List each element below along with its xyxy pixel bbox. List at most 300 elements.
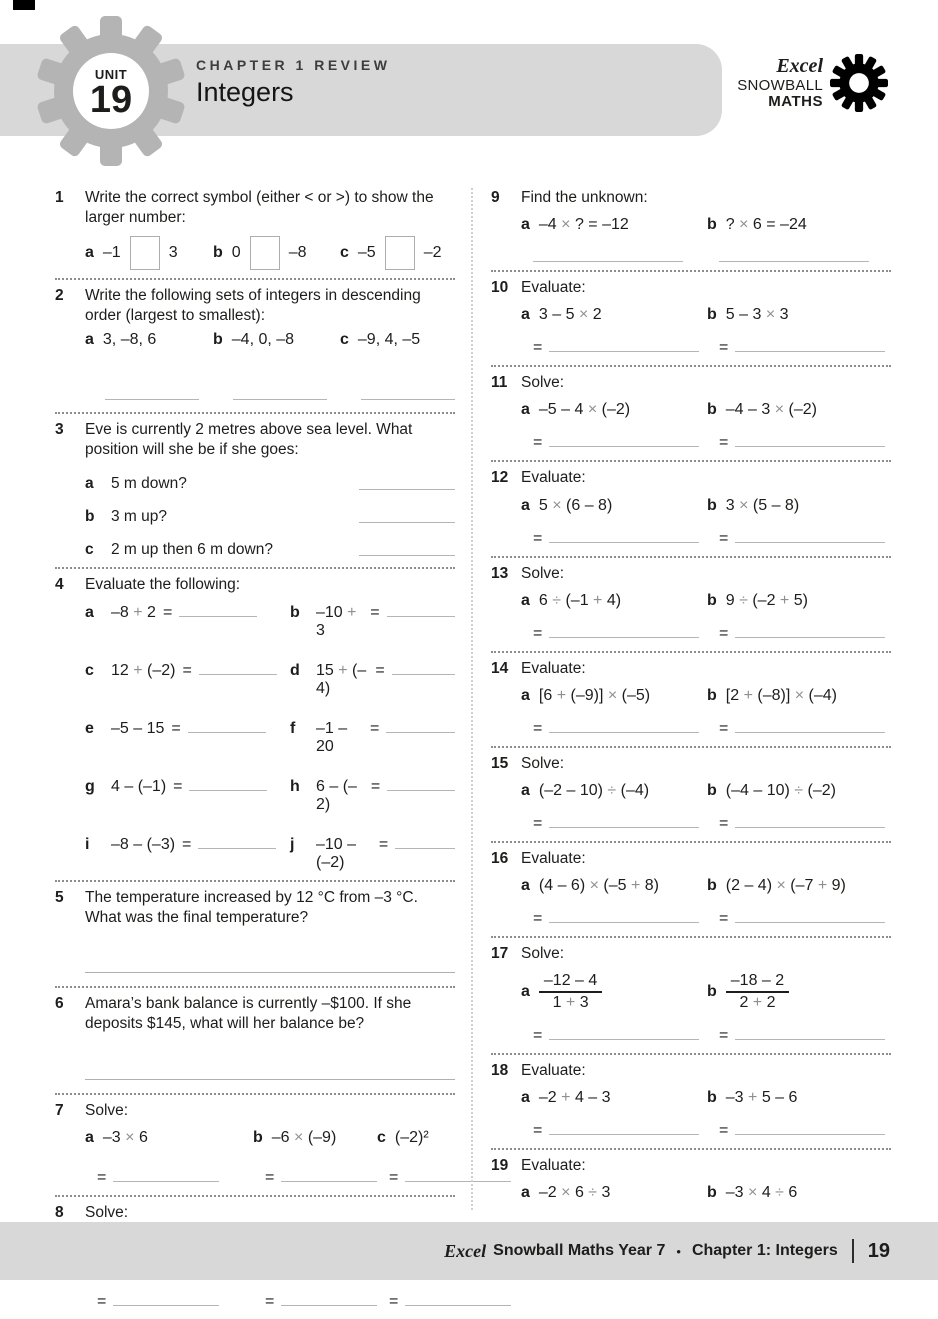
answers-row [521, 249, 891, 262]
expression: [6 + (–9)] × (–5) [538, 686, 651, 704]
expression: 15 + (–4) [316, 661, 367, 697]
answer-line[interactable] [199, 662, 277, 675]
answer-line[interactable] [549, 815, 699, 828]
chapter-kicker: CHAPTER 1 REVIEW [196, 57, 391, 73]
part-label: b [290, 603, 300, 621]
expression: –4 – 3 × (–2) [725, 401, 817, 419]
question-body [521, 401, 891, 452]
part-text: 3 m up? [111, 507, 168, 525]
unit-badge-text [36, 16, 186, 166]
question-prompt: Solve: [521, 564, 565, 582]
part-b [707, 687, 891, 705]
expression: (4 – 6) × (–5 + 8) [538, 877, 659, 895]
part-label: b [707, 496, 717, 514]
equals-sign: = [533, 434, 543, 452]
question-prompt: Eve is currently 2 metres above sea level. What position will she be if she goes: [85, 420, 413, 458]
question-body [521, 877, 891, 928]
answer-line[interactable] [735, 530, 885, 543]
question-14 [491, 653, 891, 748]
question-18 [491, 1055, 891, 1150]
question-prompt: Evaluate: [521, 1062, 586, 1080]
part-c [340, 236, 455, 270]
equals-sign: = [719, 434, 729, 452]
answer-line[interactable] [735, 339, 885, 352]
question-11 [491, 367, 891, 462]
expression: 3, –8, 6 [102, 330, 157, 348]
answer-b [719, 1027, 891, 1045]
question-13 [491, 558, 891, 653]
answer-line[interactable] [549, 1122, 699, 1135]
answer-line[interactable] [549, 434, 699, 447]
unit-label: UNIT [94, 67, 128, 83]
question-prompt: Solve: [85, 1203, 129, 1221]
answer-a [97, 1293, 253, 1311]
part-a [85, 475, 455, 493]
question-number: 16 [491, 849, 509, 867]
question-head [55, 188, 455, 228]
expression: –2 + 4 – 3 [538, 1089, 611, 1107]
footer-band [0, 1222, 938, 1280]
expression: –8 + 2 [111, 603, 156, 621]
question-head [491, 278, 891, 298]
equals-sign: = [719, 529, 729, 547]
equals-sign: = [533, 1027, 543, 1045]
question-body [85, 331, 455, 400]
equals-sign: = [370, 719, 380, 737]
question-head [491, 944, 891, 964]
part-label: a [521, 983, 530, 1001]
part-label: b [707, 781, 717, 799]
equals-sign: = [719, 339, 729, 357]
question-body [521, 497, 891, 548]
part-a [521, 972, 707, 1012]
question-4 [55, 569, 455, 882]
answers-row [521, 910, 891, 928]
question-3 [55, 414, 455, 569]
part-c [85, 541, 455, 559]
question-prompt: Solve: [521, 374, 565, 392]
answer-line[interactable] [735, 910, 885, 923]
part-a [85, 1129, 253, 1147]
equals-sign: = [265, 1292, 275, 1310]
part-label: h [290, 777, 300, 795]
part-label: a [521, 306, 530, 324]
question-number: 1 [55, 189, 64, 206]
equals-sign: = [389, 1292, 399, 1310]
value-right: –8 [288, 244, 307, 262]
part-a [521, 306, 707, 324]
question-number: 10 [491, 279, 509, 297]
equals-sign: = [719, 1027, 729, 1045]
part-label: a [521, 877, 530, 895]
equals-sign: = [182, 835, 192, 853]
question-head [491, 564, 891, 584]
question-prompt: Solve: [521, 945, 565, 963]
answer-line[interactable] [549, 625, 699, 638]
part-b [707, 1089, 891, 1107]
question-number: 6 [55, 995, 64, 1013]
question-head [55, 994, 455, 1034]
crop-mark [13, 0, 35, 10]
question-number: 15 [491, 754, 509, 772]
answer-line[interactable] [189, 778, 267, 791]
part-a [521, 216, 707, 234]
question-head [55, 420, 455, 460]
parts-row [521, 1184, 891, 1202]
answer-line[interactable] [105, 387, 199, 400]
equals-sign: = [370, 603, 380, 621]
parts-row [521, 877, 891, 895]
answers-row [521, 720, 891, 738]
part-label: a [521, 1089, 530, 1107]
question-5 [55, 882, 455, 988]
answer-line[interactable] [735, 434, 885, 447]
answer-line[interactable] [719, 249, 869, 262]
question-body [521, 216, 891, 262]
expression: –3 × 4 ÷ 6 [725, 1184, 798, 1202]
part-a [521, 592, 707, 610]
question-body [521, 972, 891, 1045]
answer-line[interactable] [85, 1079, 455, 1080]
part-label: c [340, 244, 349, 262]
expression: (–4 – 10) ÷ (–2) [725, 781, 836, 799]
question-number: 9 [491, 189, 500, 206]
parts-row [521, 306, 891, 324]
equals-sign: = [533, 339, 543, 357]
answer-line[interactable] [198, 836, 276, 849]
question-number: 7 [55, 1101, 64, 1119]
answer-a [97, 1169, 253, 1187]
question-body [85, 604, 455, 872]
question-prompt: Evaluate: [521, 279, 586, 297]
equals-sign: = [97, 1292, 107, 1310]
answer-b [719, 530, 891, 548]
part-b [707, 1184, 891, 1202]
answer-line[interactable] [361, 387, 455, 400]
brand-logo-text [737, 56, 823, 110]
expression: 3 – 5 × 2 [538, 306, 602, 324]
parts-row [85, 236, 455, 270]
part-label: c [340, 330, 349, 348]
part-c [377, 1129, 455, 1147]
question-body [85, 475, 455, 559]
answer-line[interactable] [735, 720, 885, 733]
question-number: 5 [55, 888, 64, 906]
part-c [340, 331, 455, 349]
answer-line[interactable] [549, 1027, 699, 1040]
part-b [707, 782, 891, 800]
answers-row [521, 339, 891, 357]
expression: 6 – (–2) [316, 777, 357, 813]
question-number: 11 [491, 374, 508, 392]
answer-a [533, 434, 707, 452]
answer-line[interactable] [735, 815, 885, 828]
answer-line[interactable] [233, 387, 327, 400]
answer-box[interactable] [130, 236, 160, 270]
question-number: 3 [55, 420, 64, 438]
answer-line[interactable] [735, 1027, 885, 1040]
question-prompt: Write the correct symbol (either < or >) to show the larger number: [85, 189, 434, 227]
answer-line[interactable] [392, 662, 455, 675]
question-body [521, 306, 891, 357]
answers-row [521, 1122, 891, 1140]
value-left: 0 [231, 244, 241, 262]
answer-b [265, 1293, 377, 1311]
question-body [85, 972, 455, 973]
part-b [707, 306, 891, 324]
question-number: 19 [491, 1157, 509, 1175]
answer-a [533, 720, 707, 738]
question-body [85, 1129, 455, 1187]
part-a [521, 497, 707, 515]
value-right: 3 [168, 244, 178, 262]
question-prompt: The temperature increased by 12 °C from –3 °C. What was the final temperature? [85, 888, 418, 927]
answer-box[interactable] [250, 236, 280, 270]
question-prompt: Evaluate: [521, 849, 586, 867]
answer-line[interactable] [387, 604, 455, 617]
answer-b [719, 625, 891, 643]
answer-line[interactable] [113, 1169, 219, 1182]
part-label: a [85, 1128, 94, 1146]
expression: –5 – 4 × (–2) [538, 401, 631, 419]
question-number: 4 [55, 575, 64, 593]
answer-b [719, 339, 891, 357]
answer-line[interactable] [85, 972, 455, 973]
part-b [707, 216, 891, 234]
part-text: 5 m down? [111, 474, 187, 492]
expression: –3 × 6 [102, 1128, 148, 1146]
expression: –3 + 5 – 6 [725, 1089, 798, 1107]
answer-line[interactable] [395, 836, 455, 849]
parts-row [521, 401, 891, 419]
part-b [707, 592, 891, 610]
part-a [85, 331, 213, 349]
question-prompt: Solve: [521, 754, 565, 772]
question-head [491, 849, 891, 869]
question-head [491, 1156, 891, 1176]
answer-a [533, 815, 707, 833]
fraction: $\frac{-12 - 4}{1 + 3}$ [539, 972, 602, 1012]
answer-line[interactable] [735, 625, 885, 638]
part-label: a [521, 591, 530, 609]
part-label: b [707, 591, 717, 609]
expression: –1 – 20 [316, 719, 348, 755]
expression: –6 × (–9) [271, 1128, 337, 1146]
equals-sign: = [533, 529, 543, 547]
part-b [253, 1129, 377, 1147]
unit-number: 19 [89, 79, 133, 122]
answer-b [719, 434, 891, 452]
equals-sign: = [533, 1122, 543, 1140]
question-body [521, 687, 891, 738]
equals-sign: = [370, 777, 381, 795]
equals-sign: = [162, 603, 173, 621]
answer-line[interactable] [386, 720, 455, 733]
question-prompt: Find the unknown: [521, 189, 648, 206]
expression: ? × 6 = –24 [725, 216, 807, 234]
expression: –4, 0, –8 [231, 330, 295, 348]
part-label: d [290, 661, 300, 679]
equals-sign: = [378, 835, 389, 853]
equals-sign: = [389, 1168, 399, 1186]
question-9 [491, 182, 891, 272]
answer-line[interactable] [359, 510, 455, 523]
answer-line[interactable] [387, 778, 455, 791]
equals-sign: = [182, 661, 192, 679]
equals-sign: = [533, 910, 543, 928]
part-label: a [85, 474, 94, 492]
part-b [707, 877, 891, 895]
question-head [491, 468, 891, 488]
answer-b [719, 720, 891, 738]
answer-line[interactable] [533, 249, 683, 262]
question-head [55, 1203, 455, 1223]
answer-a [533, 625, 707, 643]
answer-box[interactable] [385, 236, 415, 270]
question-body [521, 592, 891, 643]
answers-row [521, 530, 891, 548]
part-label: f [290, 719, 296, 737]
expression: –4 × ? = –12 [538, 216, 629, 234]
answer-b [719, 815, 891, 833]
part-label: b [707, 877, 717, 895]
equals-sign: = [719, 910, 729, 928]
brand-gear-icon [830, 54, 888, 112]
part-label: a [521, 216, 530, 234]
part-label: b [707, 1089, 717, 1107]
expression: (2 – 4) × (–7 + 9) [725, 877, 846, 895]
parts-row [521, 216, 891, 234]
equals-sign: = [719, 624, 729, 642]
answer-b [719, 910, 891, 928]
equals-sign: = [171, 719, 181, 737]
answer-a [533, 1122, 707, 1140]
question-head [491, 188, 891, 208]
expression: 12 + (–2) [111, 661, 176, 679]
answer-line[interactable] [549, 339, 699, 352]
question-body [521, 782, 891, 833]
answer-line[interactable] [359, 477, 455, 490]
expression: –5 – 15 [111, 719, 165, 737]
expression: –10 – (–2) [316, 835, 357, 871]
question-head [491, 1061, 891, 1081]
part-label: b [707, 401, 717, 419]
question-7 [55, 1095, 455, 1197]
brand-snowball: SNOWBALL [737, 76, 823, 94]
expression: 6 ÷ (–1 + 4) [538, 591, 622, 609]
equals-sign: = [265, 1168, 275, 1186]
answer-line[interactable] [549, 720, 699, 733]
brand-maths: MATHS [768, 92, 823, 110]
answer-a [533, 530, 707, 548]
part-label: j [290, 835, 295, 853]
part-text: 2 m up then 6 m down? [111, 540, 273, 558]
question-head [55, 286, 455, 326]
part-label: g [85, 777, 95, 795]
parts-row [521, 687, 891, 705]
answer-line[interactable] [549, 530, 699, 543]
part-d [290, 662, 455, 698]
answer-line[interactable] [179, 604, 257, 617]
left-column [55, 182, 455, 1319]
equals-sign: = [719, 814, 729, 832]
brand-logo [737, 54, 888, 112]
answer-line[interactable] [735, 1122, 885, 1135]
question-number: 2 [55, 287, 64, 305]
question-10 [491, 272, 891, 367]
expression: 3 × (5 – 8) [725, 496, 800, 514]
part-label: b [85, 507, 95, 525]
expression: –2 × 6 ÷ 3 [538, 1184, 611, 1202]
question-1 [55, 182, 455, 280]
answers-row [521, 1027, 891, 1045]
question-number: 17 [491, 945, 509, 963]
question-prompt: Amara’s bank balance is currently –$100. If she deposits $145, what will her balance be? [85, 995, 412, 1033]
answer-line[interactable] [549, 910, 699, 923]
question-prompt: Write the following sets of integers in descending order (largest to smallest): [85, 287, 421, 325]
question-head [55, 575, 455, 595]
parts-grid [85, 604, 455, 872]
expression: –9, 4, –5 [357, 330, 421, 348]
part-e [85, 720, 290, 756]
answer-line[interactable] [188, 720, 266, 733]
part-g [85, 778, 290, 814]
answer-line[interactable] [405, 1293, 511, 1306]
part-b [213, 331, 340, 349]
question-head [55, 1101, 455, 1121]
answers-row [85, 1169, 455, 1187]
part-label: b [707, 686, 717, 704]
parts-row [521, 1089, 891, 1107]
question-head [55, 888, 455, 928]
part-label: e [85, 719, 94, 737]
answer-a [533, 910, 707, 928]
value-left: –1 [102, 244, 121, 262]
question-6 [55, 988, 455, 1094]
part-a [521, 877, 707, 895]
question-body [521, 1089, 891, 1140]
part-label: a [521, 496, 530, 514]
answer-line[interactable] [113, 1293, 219, 1306]
parts-row [521, 592, 891, 610]
part-b [85, 508, 455, 526]
question-2 [55, 280, 455, 413]
part-a [521, 687, 707, 705]
equals-sign: = [533, 624, 543, 642]
answer-line[interactable] [281, 1169, 377, 1182]
question-number: 12 [491, 469, 509, 487]
answer-line[interactable] [359, 543, 455, 556]
question-15 [491, 748, 891, 843]
part-b [290, 604, 455, 640]
question-head [491, 373, 891, 393]
part-label: b [707, 1184, 717, 1202]
answers-row [85, 1293, 455, 1311]
equals-sign: = [173, 777, 183, 795]
question-prompt: Solve: [85, 1101, 129, 1119]
part-label: c [377, 1128, 386, 1146]
expression: [2 + (–8)] × (–4) [725, 686, 837, 704]
question-12 [491, 462, 891, 557]
answer-line[interactable] [281, 1293, 377, 1306]
column-divider [471, 188, 473, 1210]
expression: –10 + 3 [316, 603, 357, 639]
answer-lines-row [105, 387, 455, 400]
footer-chapter: Chapter 1: Integers [691, 1242, 838, 1259]
part-a [85, 236, 213, 270]
part-a [521, 782, 707, 800]
footer-brand: Excel [444, 1240, 487, 1261]
